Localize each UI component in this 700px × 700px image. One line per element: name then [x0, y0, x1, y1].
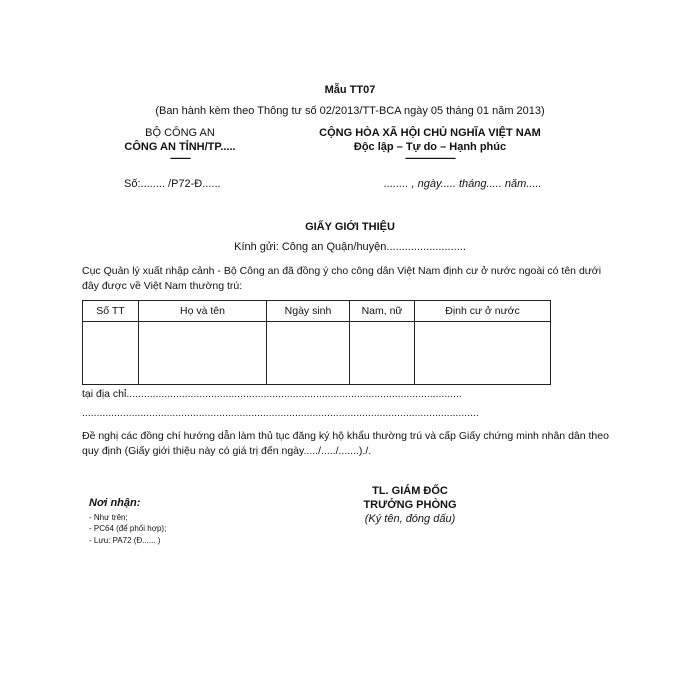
addressee: Kính gửi: Công an Quận/huyện..........................	[234, 241, 466, 253]
signature-title: TL. GIÁM ĐỐC	[372, 485, 448, 497]
col-header-gender: Nam, nữ	[350, 301, 415, 322]
table-cell	[350, 322, 415, 385]
recipient-item: - Lưu: PA72 (Đ...... )	[89, 536, 161, 545]
col-header-full-name: Họ và tên	[139, 301, 267, 322]
ministry-name: BỘ CÔNG AN	[145, 127, 215, 139]
table-cell	[139, 322, 267, 385]
table-cell	[415, 322, 551, 385]
right-divider: --------------------	[405, 152, 455, 164]
national-motto: Độc lập – Tự do – Hạnh phúc	[353, 141, 507, 153]
form-code: Mẫu TT07	[324, 84, 376, 96]
table-cell	[83, 322, 139, 385]
intro-paragraph: Cục Quản lý xuất nhập cảnh - Bộ Công an đã đồng ý cho công dân Việt Nam định cư ở nước ngoài có tên dưới đây được về Việt Nam thường trú:	[82, 265, 602, 292]
country-name: CỘNG HÒA XÃ HỘI CHỦ NGHĨA VIỆT NAM	[319, 127, 541, 139]
signature-position: TRƯỞNG PHÒNG	[363, 499, 457, 511]
request-paragraph: Đề nghị các đồng chí hướng dẫn làm thủ tục đăng ký hộ khẩu thường trú và cấp Giấy chứng minh nhân dân theo quy định (Giấy giới thiệu này có giá trị đến ngày...../...../.......)./.	[82, 430, 609, 457]
signature-note: (Ký tên, đóng dấu)	[364, 513, 456, 525]
table-cell	[267, 322, 350, 385]
recipient-item: - Như trên;	[89, 513, 128, 522]
left-divider: --------	[170, 152, 190, 164]
table-header-row	[83, 301, 551, 322]
recipients-heading: Nơi nhận:	[89, 497, 141, 509]
recipient-item: - PC64 (để phối hợp);	[89, 524, 167, 533]
table-row	[83, 322, 551, 385]
col-header-date-of-birth: Ngày sinh	[267, 301, 350, 322]
issued-note: (Ban hành kèm theo Thông tư số 02/2013/TT-BCA ngày 05 tháng 01 năm 2013)	[155, 105, 545, 117]
citizen-table	[82, 300, 551, 385]
document-number: Số:........ /P72-Đ......	[124, 178, 221, 190]
col-header-stt: Số TT	[83, 301, 139, 322]
col-header-country: Định cư ở nước	[415, 301, 551, 322]
document-title: GIẤY GIỚI THIỆU	[305, 221, 395, 233]
address-line-1: tại địa chỉ...................................................................................................................	[82, 388, 462, 400]
address-line-2: ........................................................................................................................................	[82, 407, 479, 419]
document-date: ........ , ngày..... tháng..... năm.....	[384, 178, 542, 190]
province-police: CÔNG AN TỈNH/TP.....	[124, 141, 236, 153]
